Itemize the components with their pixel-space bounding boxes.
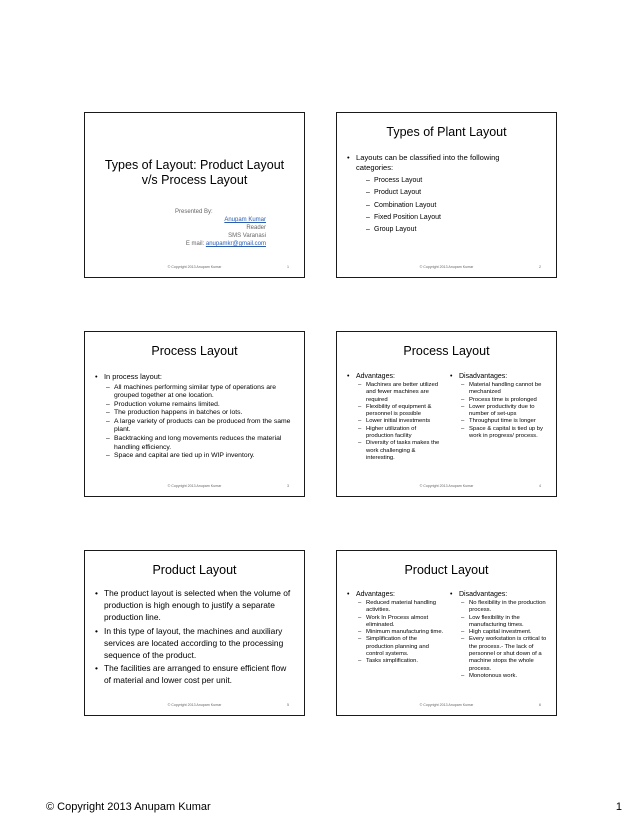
list-item: – A large variety of products can be produced from the same plant. [106,418,294,435]
list-item: – Material handling cannot be mechanized [461,382,550,397]
list-item: • The product layout is selected when the volume of production is high enough to justify a separate production line. [95,587,292,624]
advantages-column [347,590,445,666]
list-item: – Reduced material handling activities. [358,600,445,615]
slide-number: 4 [539,484,541,488]
list-item: – High capital investment. [461,629,550,636]
list-item: – Low flexibility in the manufacturing times. [461,615,550,630]
slide-number: 1 [287,265,289,269]
author-name[interactable]: Anupam Kumar [224,217,266,223]
slide-title: Process Layout [403,344,490,358]
list-item: – No flexibility in the production process. [461,600,550,615]
page-number: 1 [615,801,622,813]
disadvantages-column [450,372,550,440]
bullet: • Layouts can be classified into the following categories: [347,153,538,173]
slide-title: Process Layout [151,344,238,358]
author-email: E mail: anupamkr@gmail.com [185,241,266,247]
slide-body [95,587,292,687]
slide-footer: © Copyright 2013 Anupam Kumar 3 [167,484,289,488]
slide-title: Types of Plant Layout [386,125,507,139]
list-item: – Every workstation is critical to the process.- The lack of personnel or shut down of a machine stops the whole process. [461,636,550,672]
list-item: • In this type of layout, the machines and auxiliary services are located according to the processing sequence of the product. [95,625,292,662]
list-item: – Machines are better utilized and fewer machines are required [358,382,445,404]
list-item: – Production volume remains limited. [106,401,294,410]
slide-5 [84,550,305,716]
disadvantages-list [450,382,550,440]
list-item: – Tasks simplification. [358,658,445,665]
page-footer [0,801,638,817]
product-bullets [95,587,292,687]
slide-1 [84,112,305,278]
list-item: – Diversity of tasks makes the work challenging & interesting. [358,440,445,462]
slide-footer: © Copyright 2013 Anupam Kumar 4 [419,484,541,488]
slide-title: Types of Layout: Product Layout v/s Process Layout [104,158,285,187]
slide-6 [336,550,557,716]
list-item: – Monotonous work. [461,673,550,680]
list-item: – Lower initial investments [358,418,445,425]
advantages-label: • Advantages: [347,372,445,381]
list-item: – Lower productivity due to number of set-ups [461,404,550,419]
slide-footer: © Copyright 2013 Anupam Kumar 2 [419,265,541,269]
slide-footer: © Copyright 2013 Anupam Kumar 1 [167,265,289,269]
advantages-list [347,600,445,666]
slide-title: Product Layout [152,563,237,577]
slide-number: 3 [287,484,289,488]
slide-number: 2 [539,265,541,269]
list-item: – Work In Process almost eliminated. [358,615,445,630]
process-list [95,384,294,461]
advantages-list [347,382,445,462]
page-copyright: © Copyright 2013 Anupam Kumar [46,801,211,813]
list-item: – The production happens in batches or lots. [106,409,294,418]
list-item: – Throughput time is longer [461,418,550,425]
list-item: • The facilities are arranged to ensure efficient flow of material and lower cost per unit. [95,662,292,686]
slide-3 [84,331,305,497]
slide-body [347,153,538,236]
author-institution: SMS Varanasi [228,233,266,239]
list-item: – Space & capital is tied up by work in progress/ process. [461,426,550,441]
author-role: Reader [246,225,266,231]
disadvantages-label: • Disadvantages: [450,372,550,381]
list-item: – All machines performing similar type of operations are grouped together at one location. [106,384,294,401]
list-item: – Product Layout [366,187,538,199]
list-item: – Group Layout [366,224,538,236]
bullet: • In process layout: [95,372,294,382]
list-item: – Space and capital are tied up in WIP inventory. [106,452,294,461]
slide-footer: © Copyright 2013 Anupam Kumar 5 [167,703,289,707]
category-list [347,175,538,236]
slide-body [95,372,294,461]
advantages-column [347,372,445,462]
list-item: – Higher utilization of production facility [358,426,445,441]
list-item: – Fixed Position Layout [366,212,538,224]
list-item: – Simplification of the production planning and control systems. [358,636,445,658]
slide-number: 6 [539,703,541,707]
list-item: – Flexibility of equipment & personnel is possible [358,404,445,419]
slide-title: Product Layout [404,563,489,577]
email-link[interactable]: anupamkr@gmail.com [205,241,266,247]
advantages-label: • Advantages: [347,590,445,599]
disadvantages-column [450,590,550,680]
slide-2 [336,112,557,278]
list-item: – Combination Layout [366,200,538,212]
list-item: – Process Layout [366,175,538,187]
disadvantages-list [450,600,550,680]
list-item: – Process time is prolonged [461,397,550,404]
slide-footer: © Copyright 2013 Anupam Kumar 6 [419,703,541,707]
disadvantages-label: • Disadvantages: [450,590,550,599]
list-item: – Minimum manufacturing time. [358,629,445,636]
list-item: – Backtracking and long movements reduces the material handling efficiency. [106,435,294,452]
presenter-block [85,208,304,248]
slide-4 [336,331,557,497]
slide-number: 5 [287,703,289,707]
presented-by-label: Presented By: [175,209,213,215]
